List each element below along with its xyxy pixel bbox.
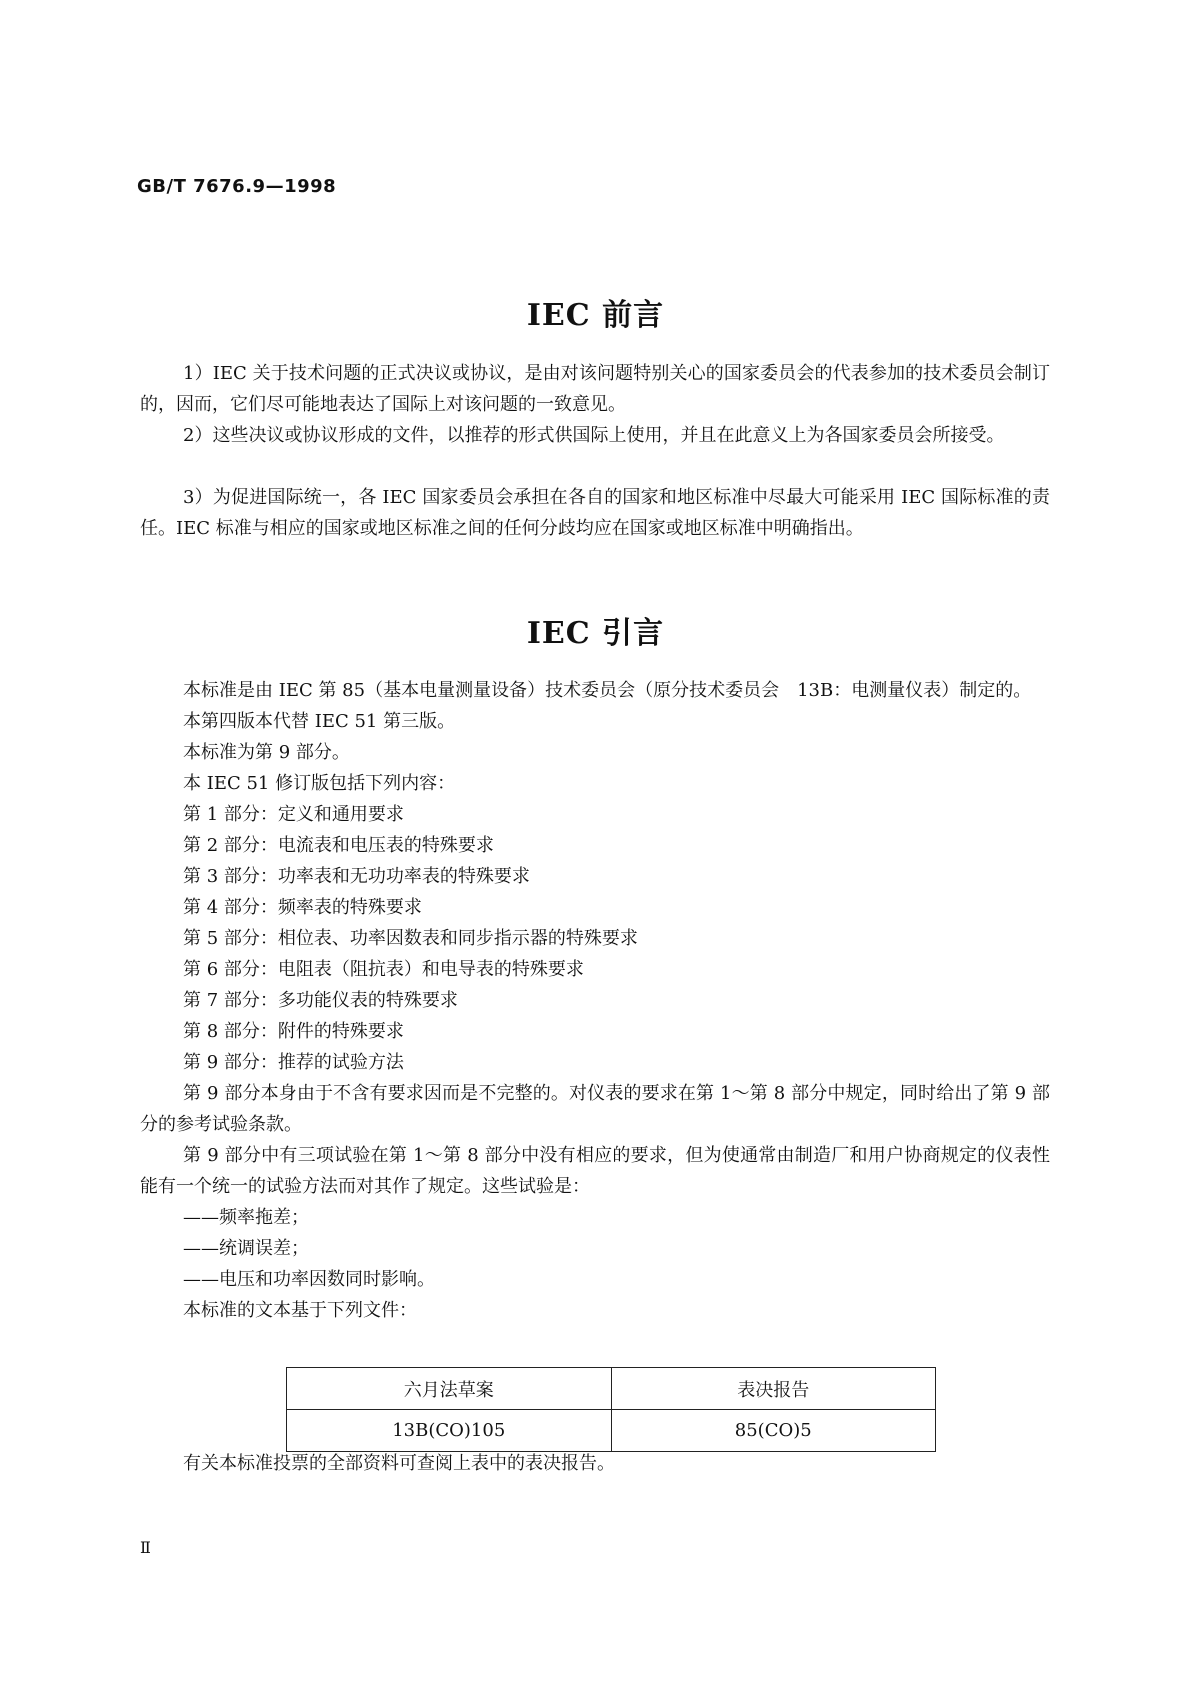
- intro-line-origin: 本标准是由 IEC 第 85（基本电量测量设备）技术委员会（原分技术委员会 13B：电测量仪表）制定的。: [183, 680, 1032, 701]
- table-header-cell: 六月法草案: [287, 1368, 612, 1410]
- part-list-item: 第 9 部分：推荐的试验方法: [183, 1052, 404, 1073]
- test-list-item: ——统调误差；: [183, 1238, 309, 1259]
- foreword-paragraph-1: 1）IEC 关于技术问题的正式决议或协议，是由对该问题特别关心的国家委员会的代表参加的技术委员会制订的，因而，它们尽可能地表达了国际上对该问题的一致意见。: [140, 363, 1050, 415]
- intro-line-edition: 本第四版本代替 IEC 51 第三版。: [183, 711, 456, 732]
- foreword-paragraph-2: 2）这些决议或协议形成的文件，以推荐的形式供国际上使用，并且在此意义上为各国家委员会所接受。: [183, 425, 1005, 446]
- intro-line-basis: 本标准的文本基于下列文件：: [183, 1300, 417, 1321]
- foreword-paragraph-3: 3）为促进国际统一，各 IEC 国家委员会承担在各自的国家和地区标准中尽最大可能采用 IEC 国际标准的责任。IEC 标准与相应的国家或地区标准之间的任何分歧均应在国家或地区标准中明确指出。: [140, 487, 1050, 539]
- part-list-item: 第 7 部分：多功能仪表的特殊要求: [183, 990, 458, 1011]
- part-list-item: 第 4 部分：频率表的特殊要求: [183, 897, 422, 918]
- page-number: Ⅱ: [140, 1538, 151, 1557]
- intro-line-contents: 本 IEC 51 修订版包括下列内容：: [183, 773, 456, 794]
- table-cell: 85(CO)5: [611, 1410, 936, 1452]
- table-row: [287, 1410, 936, 1452]
- part-list-item: 第 3 部分：功率表和无功功率表的特殊要求: [183, 866, 530, 887]
- document-basis-table: [286, 1367, 936, 1452]
- intro-line-voting: 有关本标准投票的全部资料可查阅上表中的表决报告。: [183, 1453, 615, 1474]
- part-list-item: 第 6 部分：电阻表（阻抗表）和电导表的特殊要求: [183, 959, 584, 980]
- foreword-title: IEC 前言: [526, 298, 665, 333]
- table-cell: 13B(CO)105: [287, 1410, 612, 1452]
- test-list-item: ——频率拖差；: [183, 1207, 309, 1228]
- introduction-title: IEC 引言: [526, 616, 665, 651]
- test-list-item: ——电压和功率因数同时影响。: [183, 1269, 435, 1290]
- part-list-item: 第 1 部分：定义和通用要求: [183, 804, 404, 825]
- intro-line-part: 本标准为第 9 部分。: [183, 742, 350, 763]
- introduction-body: [140, 675, 1050, 1326]
- part-list-item: 第 8 部分：附件的特殊要求: [183, 1021, 404, 1042]
- intro-paragraph-tests: 第 9 部分中有三项试验在第 1～第 8 部分中没有相应的要求，但为使通常由制造厂和用户协商规定的仪表性能有一个统一的试验方法而对其作了规定。这些试验是：: [140, 1145, 1050, 1197]
- intro-paragraph-part9: 第 9 部分本身由于不含有要求因而是不完整的。对仪表的要求在第 1～第 8 部分中规定，同时给出了第 9 部分的参考试验条款。: [140, 1083, 1050, 1135]
- document-code: GB/T 7676.9—1998: [137, 176, 337, 197]
- table-header-row: [287, 1368, 936, 1410]
- table-header-cell: 表决报告: [611, 1368, 936, 1410]
- part-list-item: 第 5 部分：相位表、功率因数表和同步指示器的特殊要求: [183, 928, 638, 949]
- part-list-item: 第 2 部分：电流表和电压表的特殊要求: [183, 835, 494, 856]
